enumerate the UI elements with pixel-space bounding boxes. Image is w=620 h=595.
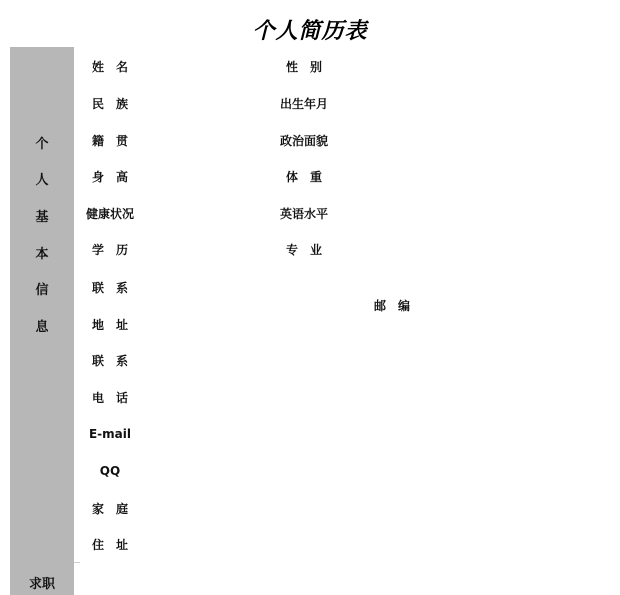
email-label: E-mail <box>88 427 131 441</box>
political-status-label: 政治面貌 <box>279 134 328 148</box>
page-title: 个人简历表 <box>252 19 368 44</box>
sidebar-section-char: 个 <box>35 137 49 152</box>
sidebar-section-char: 息 <box>35 320 49 335</box>
weight-label: 体 重 <box>285 170 322 184</box>
height-label: 身 高 <box>91 170 128 184</box>
birth-date-label: 出生年月 <box>279 97 328 111</box>
sidebar-section-char: 信 <box>35 283 49 298</box>
name-label: 姓 名 <box>91 60 128 74</box>
education-label: 学 历 <box>91 243 128 257</box>
major-label: 专 业 <box>285 243 322 257</box>
native-place-label: 籍 贯 <box>91 134 128 148</box>
english-level-label: 英语水平 <box>279 207 328 221</box>
address-label: 地 址 <box>91 318 128 332</box>
gender-label: 性 别 <box>285 60 322 74</box>
postcode-label: 邮 编 <box>373 299 410 313</box>
contact-label-2: 联 系 <box>91 354 128 368</box>
sidebar-section-char: 人 <box>35 173 49 188</box>
divider <box>74 562 80 563</box>
phone-label: 电 话 <box>91 391 128 405</box>
contact-label: 联 系 <box>91 281 128 295</box>
sidebar-section-char: 基 <box>35 210 49 225</box>
qq-label: QQ <box>99 464 121 478</box>
family-label: 家 庭 <box>91 502 128 516</box>
sidebar-section-char: 本 <box>35 247 49 262</box>
sidebar-bottom-label: 求职 <box>28 577 55 592</box>
residence-label: 住 址 <box>91 538 128 552</box>
ethnicity-label: 民 族 <box>91 97 128 111</box>
health-label: 健康状况 <box>85 207 134 221</box>
